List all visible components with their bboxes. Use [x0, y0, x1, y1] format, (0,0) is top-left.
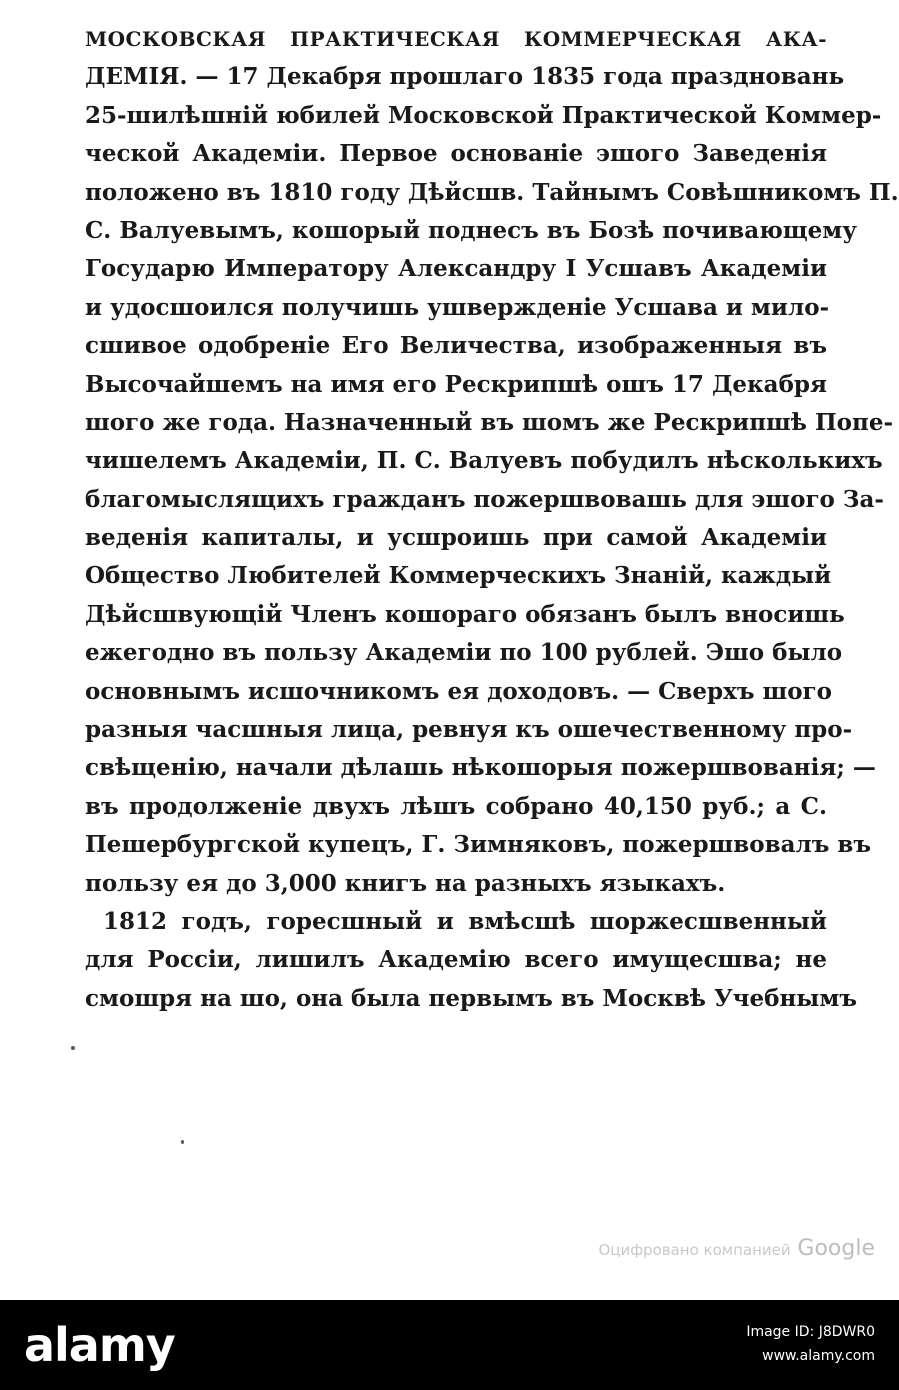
text-line: сшивое одобреніе Его Величества, изображенныя въ — [85, 332, 827, 360]
watermark-text: Оцифровано компанией — [598, 1241, 791, 1259]
text-line: шого же года. Назначенный въ шомъ же Рескрипшѣ Попе- — [85, 408, 894, 436]
text-line: для Россіи, лишилъ Академію всего имущесшва; не — [85, 946, 827, 974]
text-line: Высочайшемъ на имя его Рескрипшѣ ошъ 17 Декабря — [85, 370, 827, 398]
image-id-block — [746, 1320, 875, 1368]
text-line: въ продолженіе двухъ лѣшъ собрано 40,150 руб.; а С. — [85, 792, 827, 820]
text-line: свѣщенію, начали дѣлашь нѣкошорыя пожершвованія; — — [85, 754, 876, 782]
text-line: С. Валуевымъ, кошорый поднесъ въ Бозѣ почивающему — [85, 216, 857, 244]
image-id-text: Image ID: J8DWR0 — [746, 1324, 875, 1340]
text-line: чишелемъ Академіи, П. С. Валуевъ побудилъ нѣсколькихъ — [85, 447, 883, 475]
text-line: положено въ 1810 году Дѣйсшв. Тайнымъ Совѣшникомъ П. — [85, 178, 899, 206]
scan-speck — [71, 1046, 75, 1050]
text-line: основнымъ исшочникомъ ея доходовъ. — Сверхъ шого — [85, 677, 832, 705]
text-line: пользу ея до 3,000 книгъ на разныхъ языкахъ. — [85, 869, 726, 897]
text-line: Дѣйсшвующій Членъ кошораго обязанъ былъ вносишь — [85, 600, 845, 628]
text-line: 25-шилѣшній юбилей Московской Практической Коммер- — [85, 101, 882, 129]
digitization-watermark — [598, 1236, 875, 1261]
text-line: 1812 годъ, горесшный и вмѣсшѣ шоржесшвенный — [103, 907, 827, 935]
text-line: ежегодно въ пользу Академіи по 100 рублей. Эшо было — [85, 639, 843, 667]
google-wordmark: Google — [797, 1236, 875, 1261]
heading-line: МОСКОВСКАЯ ПРАКТИЧЕСКАЯ КОММЕРЧЕСКАЯ АКА- — [85, 27, 827, 51]
scan-speck — [181, 1140, 184, 1144]
text-line: смошря на шо, она была первымъ въ Москвѣ Учебнымъ — [85, 984, 857, 1012]
text-line: Общество Любителей Коммерческихъ Знаній, каждый — [85, 562, 832, 590]
text-line: Пешербургской купецъ, Г. Зимняковъ, пожершвовалъ въ — [85, 831, 871, 859]
document-text — [85, 20, 899, 1018]
text-line: разныя часшныя лица, ревнуя къ ошечественному про- — [85, 716, 853, 744]
text-line: благомыслящихъ гражданъ пожершвовашь для эшого За- — [85, 485, 884, 513]
text-line: ДЕМІЯ. — 17 Декабря прошлаго 1835 года праздновань — [85, 63, 845, 91]
text-line: и удосшоился получишь ушвержденіе Усшава и мило- — [85, 293, 830, 321]
text-line: ческой Академіи. Первое основаніе эшого Заведенія — [85, 140, 827, 168]
text-line: веденія капиталы, и усшроишь при самой Академіи — [85, 524, 827, 552]
site-url-text: www.alamy.com — [762, 1348, 875, 1364]
text-line: Государю Императору Александру I Усшавъ Академіи — [85, 255, 827, 283]
alamy-logo: alamy — [24, 1318, 175, 1372]
